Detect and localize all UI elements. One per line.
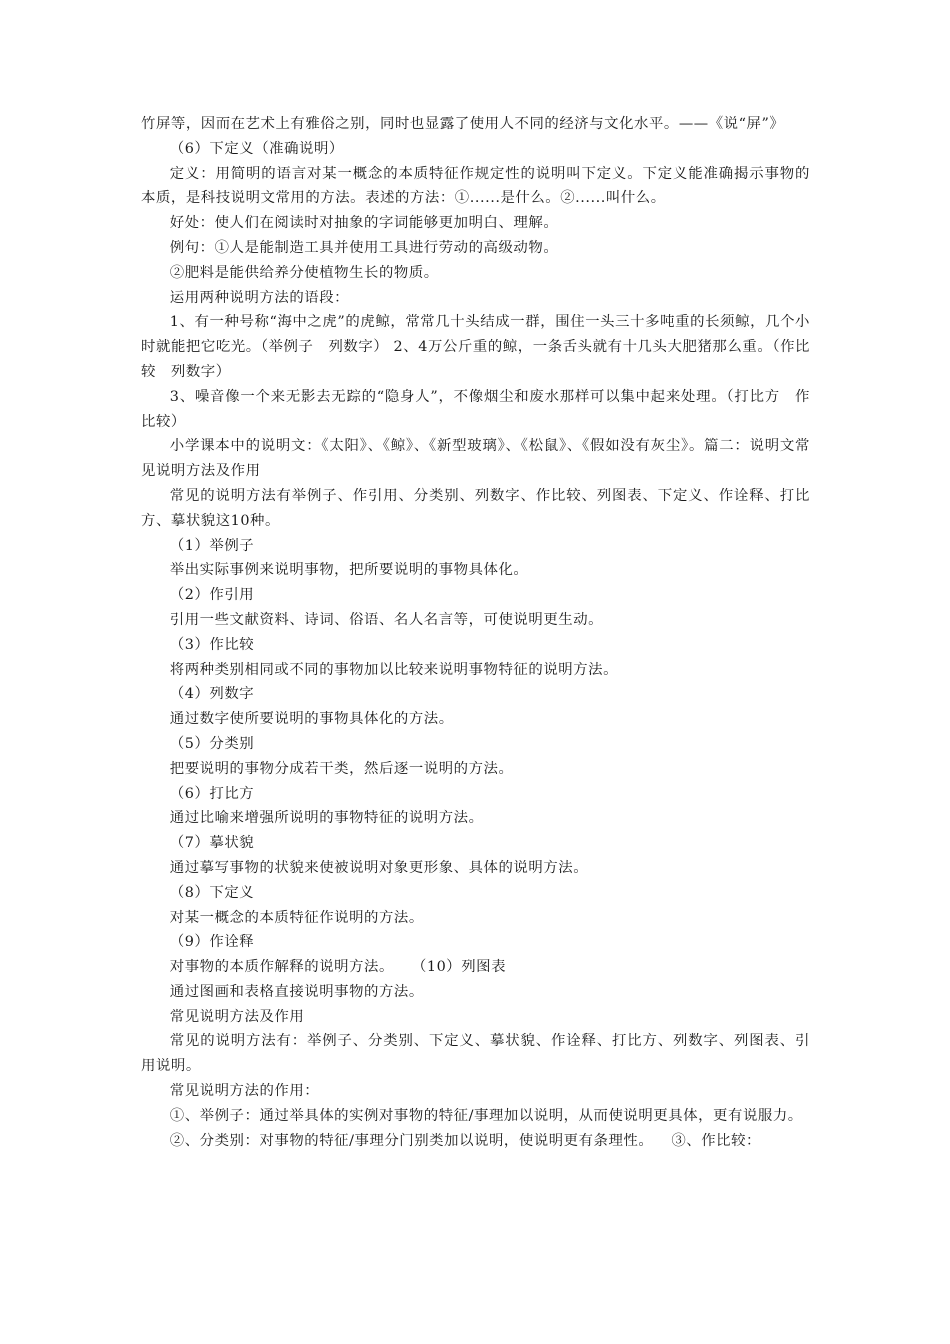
text-quote: 引用一些文献资料、诗词、俗语、名人名言等，可使说明更生动。	[169, 611, 604, 628]
paragraph-common-methods: 常见的说明方法有举例子、作引用、分类别、列数字、作比较、列图表、下定义、作诠释、打比方、摹状貌这10种。	[141, 487, 810, 529]
document-page	[141, 112, 810, 1153]
heading-example: （1）举例子	[169, 537, 255, 554]
paragraph-benefit: 好处：使人们在阅读时对抽象的字词能够更加明白、理解。	[169, 215, 559, 232]
paragraph-whale: 1、有一种号称“海中之虎”的虎鲸，常常几十头结成一群，围住一头三十多吨重的长须鲸，几个小时就能把它吃光。（举例子 列数字） 2、4万公斤重的鲸，一条舌头就有十几头大肥猪那么重。（作比较 列数字）	[141, 314, 810, 380]
paragraph-textbook: 小学课本中的说明文：《太阳》、《鲸》、《新型玻璃》、《松鼠》、《假如没有灰尘》。篇二：说明文常见说明方法及作用	[141, 438, 810, 480]
paragraph-example-1: 例句：①人是能制造工具并使用工具进行劳动的高级动物。	[169, 239, 559, 256]
text-metaphor: 通过比喻来增强所说明的事物特征的说明方法。	[169, 810, 484, 827]
heading-metaphor: （6）打比方	[169, 785, 255, 802]
heading-explain: （9）作诠释	[169, 934, 255, 951]
paragraph-effect-classify-line	[141, 1129, 810, 1154]
paragraph-effect-classify: ②、分类别：对事物的特征/事理分门别类加以说明，使说明更有条理性。	[169, 1132, 654, 1149]
heading-compare: （3）作比较	[169, 636, 255, 653]
paragraph-continuation: 竹屏等，因而在艺术上有雅俗之别，同时也显露了使用人不同的经济与文化水平。——《说“屏”》	[141, 116, 785, 132]
text-chart: 通过图画和表格直接说明事物的方法。	[169, 983, 424, 1000]
text-example: 举出实际事例来说明事物，把所要说明的事物具体化。	[169, 562, 529, 579]
paragraph-two-methods: 运用两种说明方法的语段：	[169, 289, 350, 306]
heading-classify: （5）分类别	[169, 735, 255, 752]
text-classify: 把要说明的事物分成若干类，然后逐一说明的方法。	[169, 760, 514, 777]
heading-quote: （2）作引用	[169, 587, 255, 604]
text-explain-line	[141, 955, 810, 980]
text-define-2: 对某一概念的本质特征作说明的方法。	[169, 909, 424, 926]
paragraph-effect-example: ①、举例子：通过举具体的实例对事物的特征/事理加以说明，从而使说明更具体，更有说服力。	[169, 1107, 803, 1124]
paragraph-common-list: 常见的说明方法有：举例子、分类别、下定义、摹状貌、作诠释、打比方、列数字、列图表、引用说明。	[141, 1033, 810, 1075]
paragraph-noise: 3、噪音像一个来无影去无踪的“隐身人”，不像烟尘和废水那样可以集中起来处理。（打比方 作比较）	[141, 388, 810, 430]
heading-numbers: （4）列数字	[169, 686, 255, 703]
heading-define: （6）下定义（准确说明）	[169, 140, 344, 157]
text-describe: 通过摹写事物的状貌来使被说明对象更形象、具体的说明方法。	[169, 859, 589, 876]
heading-common-effects: 常见说明方法及作用	[169, 1008, 305, 1025]
paragraph-effect-compare: ③、作比较：	[671, 1132, 761, 1149]
heading-define-2: （8）下定义	[169, 884, 255, 901]
text-numbers: 通过数字使所要说明的事物具体化的方法。	[169, 711, 454, 728]
text-compare: 将两种类别相同或不同的事物加以比较来说明事物特征的说明方法。	[169, 661, 619, 678]
heading-effects: 常见说明方法的作用：	[169, 1083, 320, 1100]
heading-describe: （7）摹状貌	[169, 835, 255, 852]
paragraph-example-2: ②肥料是能供给养分使植物生长的物质。	[169, 264, 439, 281]
text-explain: 对事物的本质作解释的说明方法。	[169, 959, 394, 976]
paragraph-definition: 定义：用简明的语言对某一概念的本质特征作规定性的说明叫下定义。下定义能准确揭示事物的本质，是科技说明文常用的方法。表述的方法：①......是什么。②......叫什么。	[141, 165, 810, 207]
heading-chart: （10）列图表	[411, 959, 507, 976]
